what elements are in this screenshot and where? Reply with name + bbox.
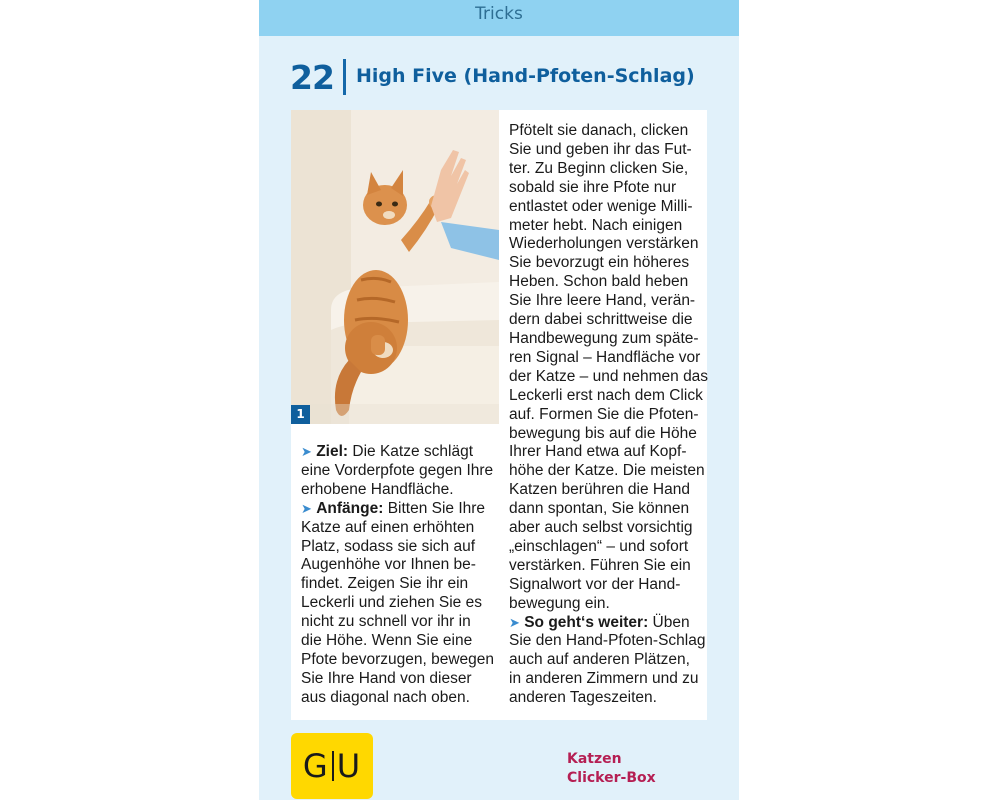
body-line: verstärken. Führen Sie ein: [509, 556, 691, 574]
gu-logo: [291, 733, 373, 799]
body-line: Katzen berühren die Hand: [509, 481, 690, 499]
body-line: meter hebt. Nach einigen: [509, 216, 683, 234]
body-line: ter. Zu Beginn clicken Sie,: [509, 159, 689, 177]
body-line: Heben. Schon bald heben: [509, 273, 689, 291]
body-line: Wiederholungen verstärken: [509, 235, 699, 253]
body-line: Sie bevorzugt ein höheres: [509, 254, 690, 272]
next-steps-text: in anderen Zimmern und zu: [509, 670, 699, 688]
title-row: [290, 56, 730, 98]
beginnings-text: Bitten Sie Ihre: [383, 499, 486, 517]
body-line: dann spontan, Sie können: [509, 500, 690, 518]
photo-number-badge: 1: [291, 405, 310, 424]
body-paragraph: [509, 122, 707, 708]
beginnings-text: findet. Zeigen Sie ihr ein: [301, 575, 469, 593]
beginnings-text: Sie Ihre Hand von dieser: [301, 669, 472, 687]
logo-letter-u: U: [336, 747, 362, 785]
beginnings-text: die Höhe. Wenn Sie eine: [301, 632, 473, 650]
goal-text: eine Vorderpfote gegen Ihre: [301, 461, 494, 479]
logo-letter-g: G: [302, 747, 329, 785]
left-text-column: [301, 443, 496, 708]
body-line: Signalwort vor der Hand-: [509, 575, 681, 593]
beginnings-text: Platz, sodass sie sich auf: [301, 537, 476, 555]
section-label: Tricks: [475, 4, 523, 24]
title-divider: [343, 59, 346, 95]
brand-line-2: Clicker-Box: [567, 770, 656, 786]
goal-text: Die Katze schlägt: [348, 443, 474, 460]
body-line: sobald sie ihre Pfote nur: [509, 178, 677, 196]
body-line: bewegung bis auf die Höhe: [509, 424, 697, 442]
brand-line-1: Katzen: [567, 751, 622, 767]
next-steps-text: Üben: [648, 613, 690, 631]
right-text-column: [509, 122, 707, 708]
goal-line: [301, 443, 496, 462]
goal-paragraph: [301, 443, 496, 708]
body-line: der Katze – und nehmen das: [509, 367, 709, 385]
cat-high-five-photo: [291, 110, 499, 424]
logo-divider: [332, 751, 334, 781]
next-steps-text: auch auf anderen Plätzen,: [509, 651, 690, 669]
body-line: ren Signal – Handfläche vor: [509, 348, 701, 366]
photo-illustration: [291, 110, 499, 424]
body-line: bewegung ein.: [509, 594, 610, 612]
body-line: Leckerli erst nach dem Click: [509, 386, 703, 404]
card-number: 22: [290, 58, 334, 97]
goal-label: Ziel:: [316, 443, 349, 460]
body-line: dern dabei schrittweise die: [509, 311, 693, 329]
trick-card: [259, 0, 739, 800]
beginnings-text: Pfote bevorzugen, bewegen: [301, 650, 495, 668]
product-brand: [567, 750, 656, 788]
body-line: Sie und geben ihr das Fut-: [509, 140, 692, 158]
beginnings-label: Anfänge:: [316, 499, 384, 517]
beginnings-text: Augenhöhe vor Ihnen be-: [301, 556, 476, 574]
card-title: High Five (Hand-Pfoten-Schlag): [356, 65, 695, 87]
beginnings-text: Katze auf einen erhöhten: [301, 518, 475, 536]
content-panel: [291, 110, 707, 720]
body-line: Handbewegung zum späte-: [509, 329, 699, 347]
body-line: Pfötelt sie danach, clicken: [509, 122, 689, 139]
body-line: Ihrer Hand etwa auf Kopf-: [509, 443, 687, 461]
beginnings-line: [301, 500, 496, 519]
bullet-arrow-icon: ➤: [301, 500, 312, 516]
next-steps-text: anderen Tageszeiten.: [509, 689, 657, 707]
section-header: [259, 0, 739, 36]
bullet-arrow-icon: ➤: [301, 444, 312, 459]
beginnings-text: aus diagonal nach oben.: [301, 688, 470, 706]
body-line: Sie Ihre leere Hand, verän-: [509, 292, 696, 310]
body-line: „einschlagen“ – und sofort: [509, 537, 689, 555]
next-steps-text: Sie den Hand-Pfoten-Schlag: [509, 632, 706, 650]
body-line: auf. Formen Sie die Pfoten-: [509, 405, 699, 423]
goal-text: erhobene Handfläche.: [301, 480, 454, 498]
next-steps-line: [509, 614, 707, 633]
next-steps-label: So geht‘s weiter:: [524, 613, 649, 631]
body-line: höhe der Katze. Die meisten: [509, 462, 705, 480]
bullet-arrow-icon: ➤: [509, 614, 520, 630]
body-line: aber auch selbst vorsichtig: [509, 519, 693, 537]
beginnings-text: nicht zu schnell vor ihr in: [301, 613, 471, 631]
beginnings-text: Leckerli und ziehen Sie es: [301, 594, 482, 612]
body-line: entlastet oder wenige Milli-: [509, 197, 693, 215]
